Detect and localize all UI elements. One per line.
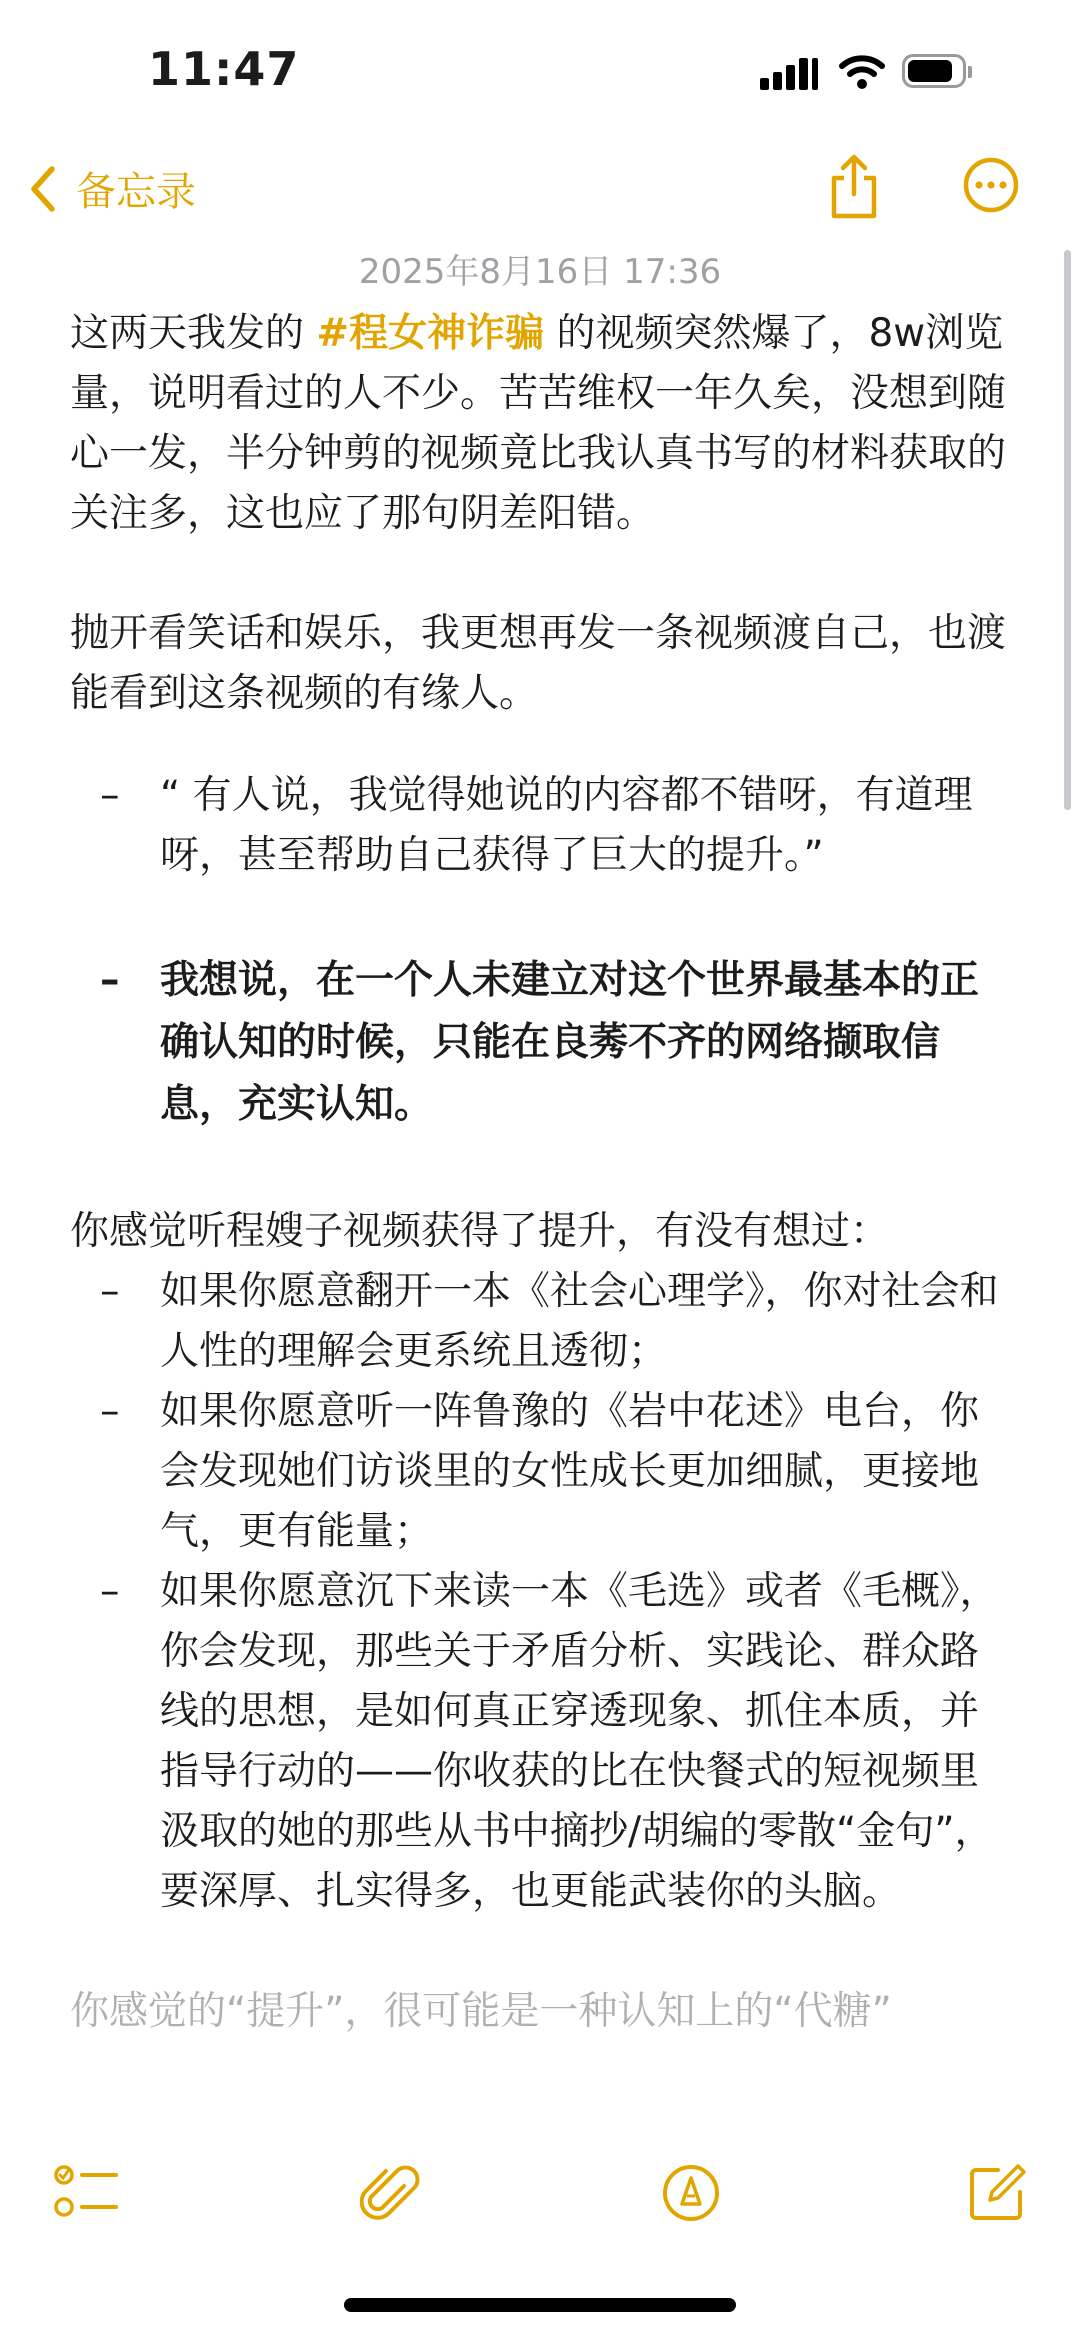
compose-button[interactable]: [966, 2162, 1028, 2228]
share-button[interactable]: [826, 152, 882, 226]
share-icon: [826, 152, 882, 222]
quote-text: “ 有人说，我觉得她说的内容都不错呀，有道理呀，甚至帮助自己获得了巨大的提升。”: [160, 773, 973, 878]
battery-icon: [902, 54, 972, 90]
dash-bullet: –: [100, 1569, 120, 1614]
paperclip-icon: [360, 2162, 420, 2226]
note-content[interactable]: [0, 240, 1080, 2100]
cellular-signal-icon: [760, 56, 820, 90]
checklist-icon: [54, 2162, 120, 2222]
back-label: 备忘录: [76, 169, 196, 215]
dash-bullet: –: [100, 1269, 120, 1314]
list-item-text: 如果你愿意听一阵鲁豫的《岩中花述》电台，你会发现她们访谈里的女性成长更加细腻，更接地气，更有能量；: [160, 1389, 980, 1554]
list-item: [70, 1562, 1010, 1922]
pen-circle-icon: [660, 2162, 722, 2224]
paragraph-2: 抛开看笑话和娱乐，我更想再发一条视频渡自己，也渡能看到这条视频的有缘人。: [70, 611, 1007, 716]
list-item-text: 如果你愿意翻开一本《社会心理学》，你对社会和人性的理解会更系统且透彻；: [160, 1269, 999, 1374]
list-item-text: 如果你愿意沉下来读一本《毛选》或者《毛概》，你会发现，那些关于矛盾分析、实践论、群众路线的思想，是如何真正穿透现象、抓住本质，并指导行动的——你收获的比在快餐式的短视频里汲取的她的那些从书中摘抄/胡编的零散“金句”，要深厚、扎实得多，也更能武装你的头脑。: [160, 1569, 999, 1914]
attach-button[interactable]: [360, 2162, 420, 2230]
paragraph-3: 你感觉听程嫂子视频获得了提升，有没有想过：: [70, 1209, 890, 1254]
back-button[interactable]: [28, 160, 196, 217]
list-item: [70, 1382, 1010, 1562]
p1-text-end: 的视频突然爆了，8w浏览量，说明看过的人不少。苦苦维权一年久矣，没想到随心一发，半分钟剪的视频竟比我认真书写的材料获取的关注多，这也应了那句阴差阳错。: [70, 311, 1007, 536]
list-item: [70, 1262, 1010, 1382]
hashtag-link[interactable]: #程女神诈骗: [316, 311, 545, 356]
dash-bullet: –: [100, 773, 120, 818]
note-body[interactable]: [70, 304, 1010, 2042]
bold-point-item: [70, 950, 1010, 1136]
dash-bullet: –: [100, 958, 120, 1003]
markup-button[interactable]: [660, 2162, 722, 2228]
paragraph-1: [70, 304, 1010, 544]
compose-icon: [966, 2162, 1028, 2224]
wifi-icon: [838, 52, 886, 92]
bold-point-text: 我想说，在一个人未建立对这个世界最基本的正确认知的时候，只能在良莠不齐的网络撷取信息，充实认知。: [160, 958, 980, 1127]
status-bar: [0, 0, 1080, 140]
checklist-button[interactable]: [54, 2162, 120, 2226]
nav-bar: [0, 140, 1080, 240]
more-button[interactable]: [962, 156, 1020, 218]
quote-item: [70, 766, 1010, 886]
chevron-left-icon: [28, 163, 58, 215]
dash-bullet: –: [100, 1389, 120, 1434]
ellipsis-circle-icon: [962, 156, 1020, 214]
status-time: 11:47: [148, 42, 300, 96]
note-date: 2025年8月16日 17:36: [358, 252, 722, 292]
bottom-toolbar: [0, 2150, 1080, 2250]
home-indicator[interactable]: [344, 2298, 736, 2312]
p1-text-start: 这两天我发的: [70, 311, 317, 356]
paragraph-4-partial: 你感觉的“提升”，很可能是一种认知上的“代糖”: [70, 1989, 892, 2034]
